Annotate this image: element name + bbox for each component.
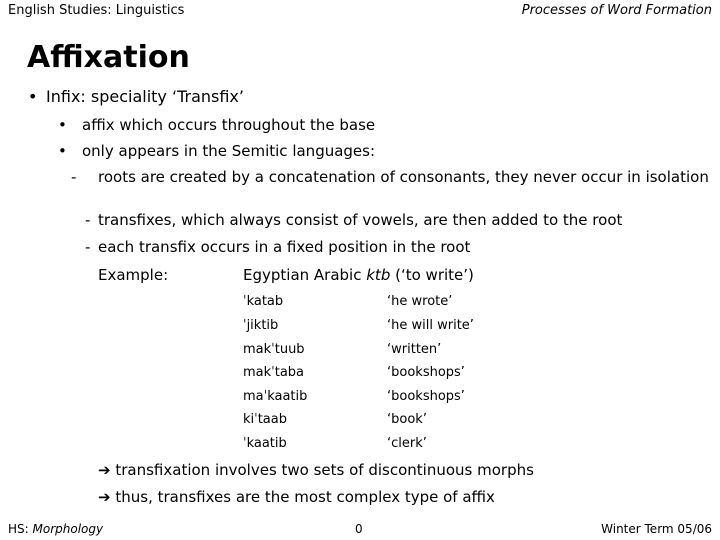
bullet-text: affix which occurs throughout the base — [82, 116, 376, 134]
bullet-level2 — [58, 142, 375, 160]
example-root: ktb — [366, 266, 391, 284]
example-gloss: ‘he wrote’ — [387, 294, 453, 309]
dash-item — [85, 239, 695, 256]
bullet-level1 — [28, 87, 244, 106]
example-gloss: ‘he will write’ — [387, 318, 474, 333]
example-form: kiˈtaab — [243, 412, 287, 427]
dash-text: each transfix occurs in a fixed position in the root — [98, 238, 471, 256]
bullet-level2 — [58, 116, 375, 134]
example-meaning: (‘to write’) — [390, 266, 474, 284]
example-gloss: ‘clerk’ — [387, 436, 427, 451]
example-form: maˈkaatib — [243, 389, 308, 404]
example-gloss: ‘bookshops’ — [387, 389, 465, 404]
conclusion-line — [98, 488, 495, 506]
dash-marker: - — [71, 168, 77, 186]
arrow-right-icon: ➔ — [98, 461, 111, 479]
footer-term: Winter Term 05/06 — [601, 522, 712, 536]
bullet-dot-icon: • — [58, 116, 67, 134]
bullet-text: Infix: speciality ‘Transfix’ — [46, 87, 244, 106]
dash-text: transfixes, which always consist of vowels, are then added to the root — [98, 211, 623, 229]
conclusion-text: thus, transfixes are the most complex type of affix — [115, 488, 495, 506]
dash-item — [71, 168, 709, 186]
example-gloss: ‘bookshops’ — [387, 365, 465, 380]
dash-marker: - — [85, 211, 91, 229]
example-form: ˈjiktib — [243, 318, 279, 333]
example-form: ˈkaatib — [243, 436, 287, 451]
arrow-right-icon: ➔ — [98, 488, 111, 506]
conclusion-text: transfixation involves two sets of discontinuous morphs — [115, 461, 534, 479]
footer-course-prefix: HS: — [8, 522, 33, 536]
header-course: English Studies: Linguistics — [8, 3, 185, 18]
slide-title: Affixation — [27, 40, 190, 75]
example-gloss: ‘book’ — [387, 412, 427, 427]
example-gloss: ‘written’ — [387, 342, 442, 357]
dash-item — [85, 212, 695, 229]
conclusion-line — [98, 461, 534, 479]
page-number: 0 — [355, 522, 363, 536]
example-label: Example: — [98, 266, 169, 284]
dash-marker: - — [85, 238, 91, 256]
example-heading — [243, 266, 474, 284]
bullet-dot-icon: • — [28, 87, 38, 106]
example-form: makˈtuub — [243, 342, 305, 357]
bullet-text: only appears in the Semitic languages: — [82, 142, 376, 160]
bullet-dot-icon: • — [58, 142, 67, 160]
example-form: makˈtaba — [243, 365, 305, 380]
footer-course — [8, 522, 103, 536]
dash-text: roots are created by a concatenation of consonants, they never occur in isolation — [98, 168, 709, 186]
example-language: Egyptian Arabic — [243, 266, 367, 284]
footer-course-name: Morphology — [32, 522, 104, 536]
header-topic: Processes of Word Formation — [521, 3, 712, 18]
example-form: ˈkatab — [243, 294, 284, 309]
